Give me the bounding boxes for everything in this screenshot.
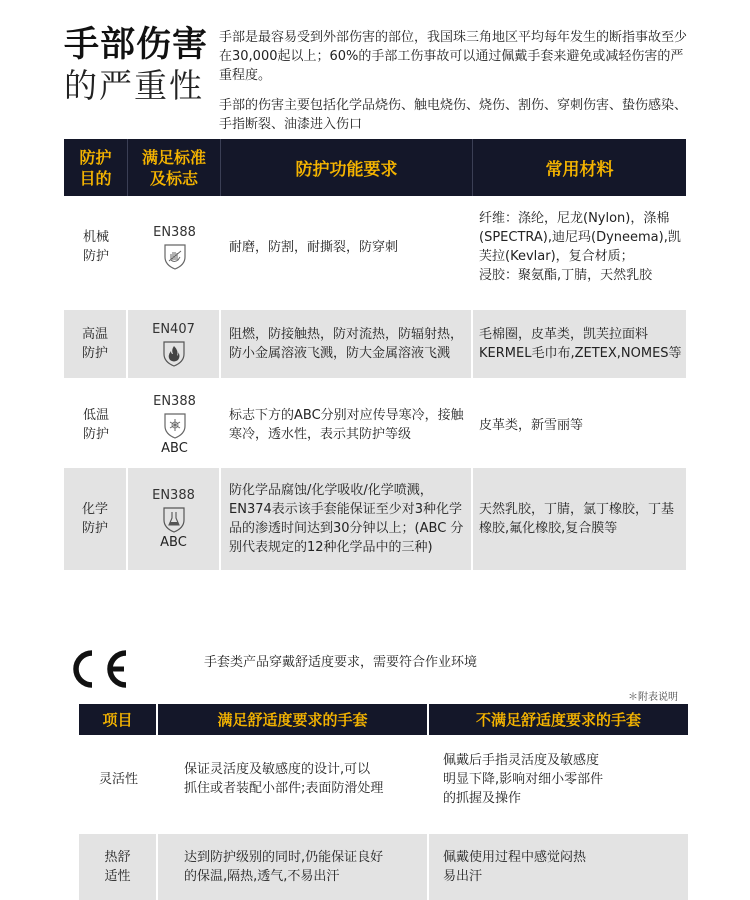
flame-shield-icon xyxy=(162,340,186,367)
row-standard xyxy=(128,390,221,460)
header-standard: 满足标准及标志 xyxy=(128,139,221,196)
row-materials: 毛棉圈，皮革类，凯芙拉面料KERMEL毛巾布,ZETEX,NOMES等 xyxy=(479,327,682,361)
row-standard xyxy=(128,310,221,378)
table-row xyxy=(64,468,686,570)
abc-label: ABC xyxy=(160,534,187,550)
intro-paragraph: 手部是最容易受到外部伤害的部位，我国珠三角地区平均每年发生的断指事故至少在30,000起以上；60%的手部工伤事故可以通过佩戴手套来避免或减轻伤害的严重程度。 xyxy=(219,30,688,83)
title-line-2: 的严重性 xyxy=(64,66,204,105)
standard-code: EN388 xyxy=(153,224,196,240)
row-purpose: 化学 防护 xyxy=(64,468,128,570)
row-purpose: 高温 防护 xyxy=(64,310,128,378)
standard-code: EN407 xyxy=(152,321,195,337)
row-materials: 纤维：涤纶，尼龙(Nylon)，涤棉(SPECTRA),迪尼玛(Dyneema),凯芙拉(Kevlar)，复合材质； 浸胶：聚氨酯,丁腈，天然乳胶 xyxy=(479,211,681,283)
mechanical-hand-shield-icon xyxy=(163,243,187,270)
table-row xyxy=(64,196,686,298)
row-function: 标志下方的ABC分别对应传导寒冷，接触寒冷，透水性，表示其防护等级 xyxy=(229,408,464,442)
header-function: 防护功能要求 xyxy=(221,139,473,196)
title-line-1: 手部伤害 xyxy=(64,25,209,65)
row-bad: 佩戴使用过程中感觉闷热 易出汗 xyxy=(443,850,587,884)
ce-mark-logo xyxy=(66,647,130,691)
abc-label: ABC xyxy=(161,440,188,456)
comfort-description: 手套类产品穿戴舒适度要求，需要符合作业环境 xyxy=(204,655,478,670)
row-function: 防化学品腐蚀/化学吸收/化学喷溅，EN374表示该手套能保证至少对3种化学品的渗透时间达到30分钟以上；(ABC 分别代表规定的12种化学品中的三种) xyxy=(221,468,473,570)
row-purpose: 低温 防护 xyxy=(82,408,109,442)
header-materials: 常用材料 xyxy=(545,160,614,180)
page-title xyxy=(64,24,208,106)
header-good: 满足舒适度要求的手套 xyxy=(158,704,429,735)
comfort-table-header xyxy=(79,704,688,735)
row-standard xyxy=(128,196,221,298)
protection-table-header xyxy=(64,139,686,196)
row-purpose: 机械 防护 xyxy=(82,230,109,264)
row-item: 灵活性 xyxy=(98,771,138,787)
table-row xyxy=(64,310,686,378)
flask-shield-icon xyxy=(162,506,186,533)
row-function: 耐磨，防割，耐撕裂，防穿刺 xyxy=(229,239,399,255)
table-row xyxy=(79,834,688,900)
row-standard xyxy=(128,468,221,570)
header-item: 项目 xyxy=(79,704,158,735)
row-item: 热舒 适性 xyxy=(79,834,158,900)
table-row xyxy=(64,390,686,460)
row-materials: 天然乳胶，丁腈，氯丁橡胶，丁基橡胶,氟化橡胶,复合膜等 xyxy=(479,502,675,536)
header-bad: 不满足舒适度要求的手套 xyxy=(475,711,641,729)
standard-code: EN388 xyxy=(152,487,195,503)
injury-paragraph: 手部的伤害主要包括化学品烧伤、触电烧伤、烧伤、割伤、穿刺伤害、蛰伤感染、手指断裂、油漆进入伤口 xyxy=(219,98,688,132)
header-purpose: 防护目的 xyxy=(64,139,128,196)
row-materials: 皮革类，新雪丽等 xyxy=(479,417,584,433)
table-row xyxy=(79,735,688,823)
row-bad: 佩戴后手指灵活度及敏感度 明显下降,影响对细小零部件 的抓握及操作 xyxy=(443,752,604,806)
row-good: 保证灵活度及敏感度的设计,可以 抓住或者装配小部件;表面防滑处理 xyxy=(184,762,384,796)
standard-code: EN388 xyxy=(153,393,196,409)
row-good: 达到防护级别的同时,仍能保证良好 的保温,隔热,透气,不易出汗 xyxy=(158,834,429,900)
snowflake-shield-icon xyxy=(163,412,187,439)
table-note: ＊附表说明 xyxy=(628,692,678,703)
row-function: 阻燃，防接触热，防对流热，防辐射热，防小金属溶液飞溅，防大金属溶液飞溅 xyxy=(221,310,473,378)
